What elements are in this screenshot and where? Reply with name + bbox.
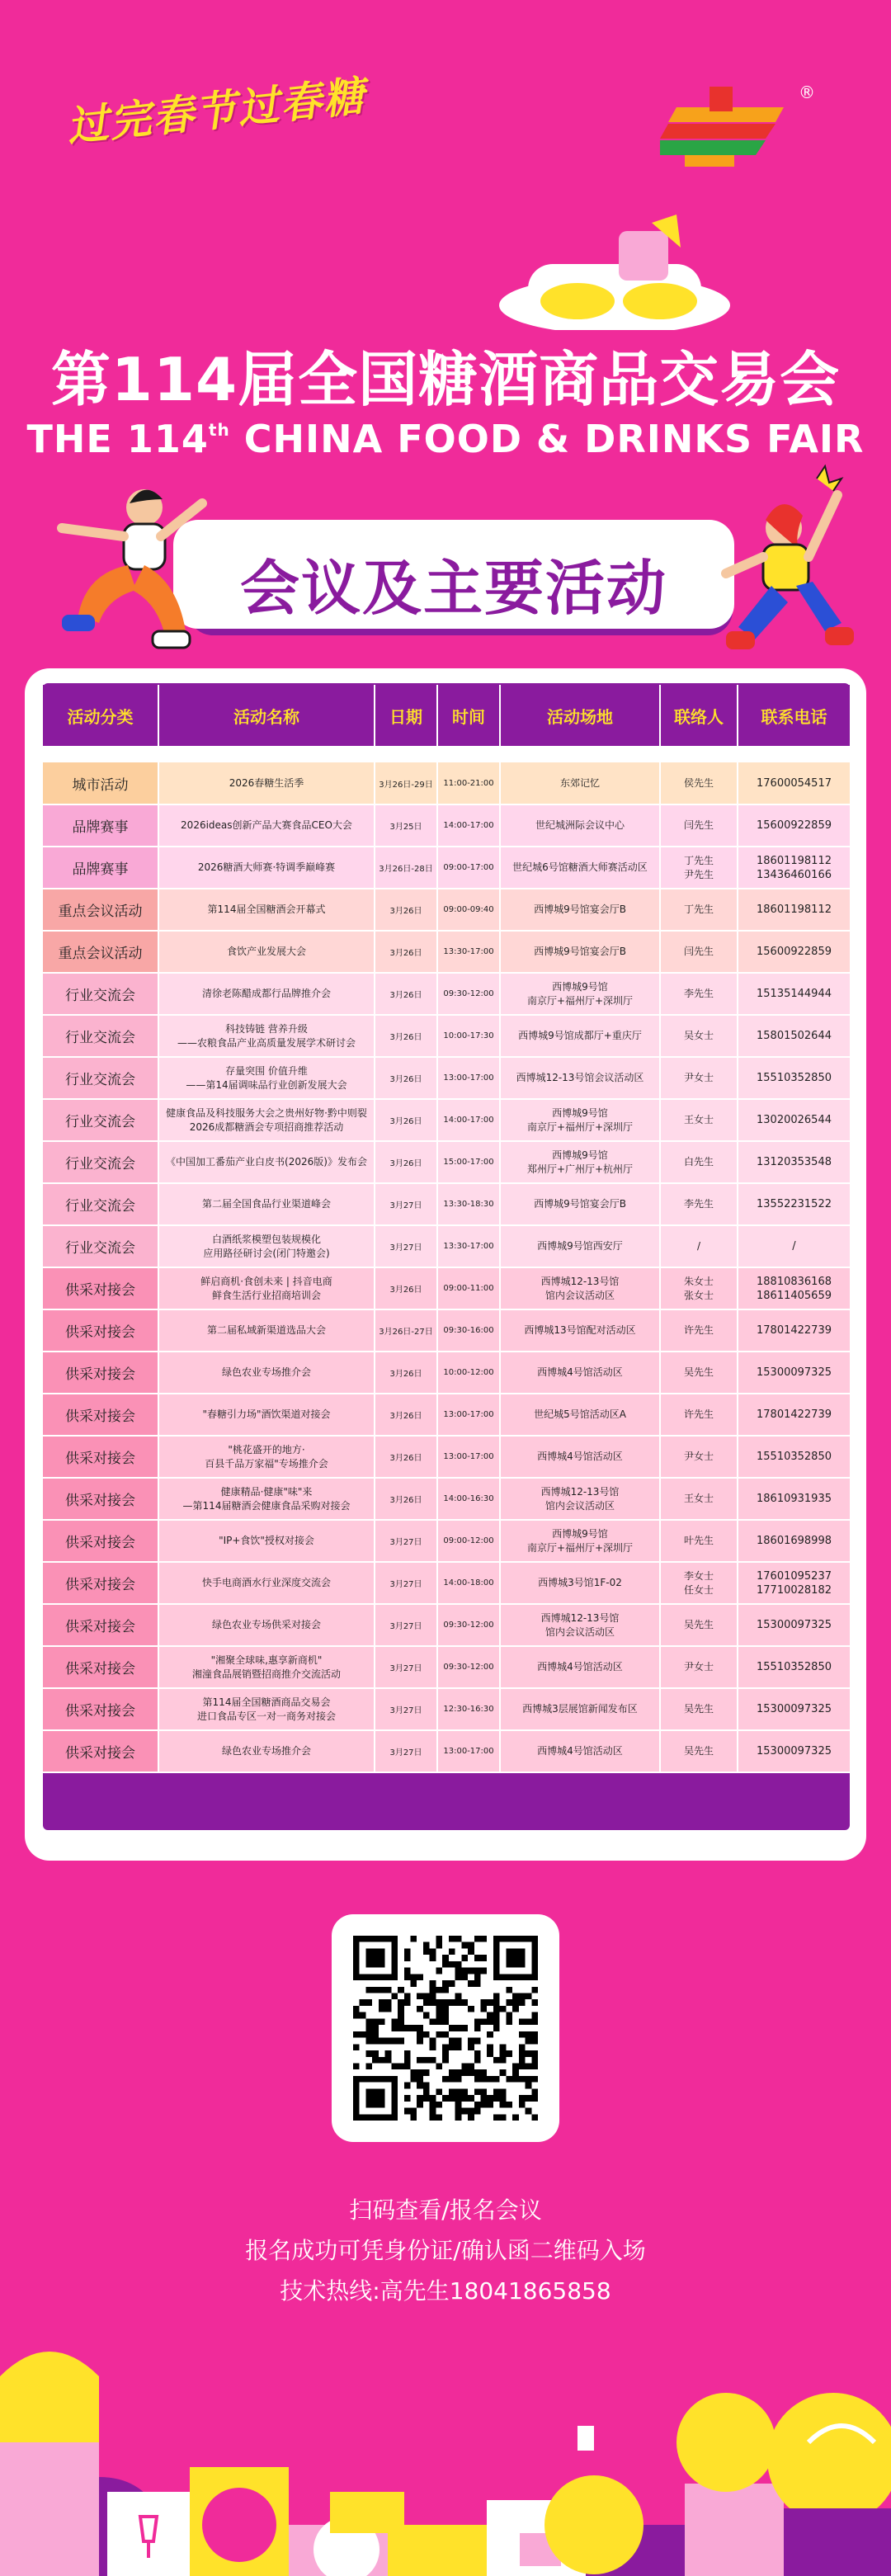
cell-date: 3月26日 <box>375 1352 437 1394</box>
cell-category: 供采对接会 <box>43 1267 158 1309</box>
registered-mark: ® <box>799 83 815 102</box>
cell-date: 3月27日 <box>375 1730 437 1772</box>
cell-category: 品牌赛事 <box>43 847 158 889</box>
cell-category: 品牌赛事 <box>43 804 158 847</box>
cell-contact: 许先生 <box>660 1309 738 1352</box>
cell-time: 09:30-12:00 <box>437 1604 500 1646</box>
cell-phone: / <box>738 1225 850 1267</box>
cell-name: 2026ideas创新产品大赛食品CEO大会 <box>158 804 375 847</box>
cell-phone: 13020026544 <box>738 1099 850 1141</box>
cell-date: 3月26日 <box>375 1267 437 1309</box>
cell-name: 第114届全国糖酒商品交易会 进口食品专区一对一商务对接会 <box>158 1688 375 1730</box>
table-row <box>43 1394 850 1436</box>
table-row <box>43 1352 850 1394</box>
cell-contact: 朱女士 张女士 <box>660 1267 738 1309</box>
running-person-illustration <box>37 479 219 660</box>
table-row <box>43 1604 850 1646</box>
cell-phone: 18810836168 18611405659 <box>738 1267 850 1309</box>
table-row <box>43 1309 850 1352</box>
cell-name: 白酒纸浆模塑包装规模化 应用路径研讨会(闭门特邀会) <box>158 1225 375 1267</box>
cell-date: 3月27日 <box>375 1604 437 1646</box>
cell-venue: 西博城3层展馆新闻发布区 <box>500 1688 660 1730</box>
cell-name: 《中国加工番茄产业白皮书(2026版)》发布会 <box>158 1141 375 1183</box>
cell-contact: 王女士 <box>660 1478 738 1520</box>
cell-phone: 15600922859 <box>738 804 850 847</box>
cell-phone: 15510352850 <box>738 1436 850 1478</box>
cell-name: "春糖引力场"酒饮渠道对接会 <box>158 1394 375 1436</box>
cell-phone: 15801502644 <box>738 1015 850 1057</box>
cell-venue: 西博城9号馆宴会厅B <box>500 889 660 931</box>
cell-time: 13:30-17:00 <box>437 931 500 973</box>
table-row <box>43 804 850 847</box>
cell-contact: 丁先生 <box>660 889 738 931</box>
cell-venue: 西博城3号馆1F-02 <box>500 1562 660 1604</box>
cell-venue: 西博城4号馆活动区 <box>500 1436 660 1478</box>
cell-venue: 东郊记忆 <box>500 762 660 804</box>
cell-venue: 西博城4号馆活动区 <box>500 1352 660 1394</box>
cell-category: 供采对接会 <box>43 1604 158 1646</box>
cell-phone: 15600922859 <box>738 931 850 973</box>
table-row <box>43 1730 850 1772</box>
cell-category: 行业交流会 <box>43 973 158 1015</box>
table-row <box>43 1015 850 1057</box>
col-header-venue: 活动场地 <box>500 685 660 746</box>
banner-title: 会议及主要活动 <box>239 554 667 623</box>
col-header-name: 活动名称 <box>158 685 375 746</box>
cell-contact: 叶先生 <box>660 1520 738 1562</box>
fair-logo-icon <box>660 83 800 173</box>
cell-time: 09:00-09:40 <box>437 889 500 931</box>
cell-contact: 尹女士 <box>660 1057 738 1099</box>
cell-name: 2026春糖生活季 <box>158 762 375 804</box>
table-row <box>43 973 850 1015</box>
cell-contact: 侯先生 <box>660 762 738 804</box>
cell-name: 绿色农业专场供采对接会 <box>158 1604 375 1646</box>
cell-category: 供采对接会 <box>43 1478 158 1520</box>
cell-time: 14:00-17:00 <box>437 804 500 847</box>
col-header-phone: 联系电话 <box>738 685 850 746</box>
cell-venue: 西博城12-13号馆 馆内会议活动区 <box>500 1267 660 1309</box>
cell-phone: 13120353548 <box>738 1141 850 1183</box>
cell-time: 13:30-18:30 <box>437 1183 500 1225</box>
cell-contact: 李先生 <box>660 973 738 1015</box>
cell-time: 10:00-17:30 <box>437 1015 500 1057</box>
cell-category: 行业交流会 <box>43 1183 158 1225</box>
schedule-table <box>43 685 850 1773</box>
cell-contact: 闫先生 <box>660 804 738 847</box>
cell-name: 第114届全国糖酒会开幕式 <box>158 889 375 931</box>
cell-name: 科技铸链 营养升级 ——农粮食品产业高质量发展学术研讨会 <box>158 1015 375 1057</box>
cell-category: 供采对接会 <box>43 1520 158 1562</box>
cell-category: 重点会议活动 <box>43 889 158 931</box>
cell-venue: 西博城12-13号馆 馆内会议活动区 <box>500 1604 660 1646</box>
cell-contact: 李女士 任女士 <box>660 1562 738 1604</box>
cell-date: 3月26日 <box>375 973 437 1015</box>
cell-date: 3月27日 <box>375 1562 437 1604</box>
cell-time: 12:30-16:30 <box>437 1688 500 1730</box>
cell-phone: 15300097325 <box>738 1688 850 1730</box>
cell-venue: 西博城13号馆配对活动区 <box>500 1309 660 1352</box>
cell-date: 3月26日 <box>375 1141 437 1183</box>
table-row <box>43 847 850 889</box>
cell-date: 3月27日 <box>375 1225 437 1267</box>
cell-venue: 西博城9号馆成都厅+重庆厅 <box>500 1015 660 1057</box>
cell-name: 绿色农业专场推介会 <box>158 1352 375 1394</box>
cell-phone: 15135144944 <box>738 973 850 1015</box>
table-row <box>43 1562 850 1604</box>
entry-instruction: 报名成功可凭身份证/确认函二维码入场 <box>245 2237 646 2264</box>
bottom-decoration <box>0 2277 891 2576</box>
table-row <box>43 1057 850 1099</box>
cell-time: 15:00-17:00 <box>437 1141 500 1183</box>
cell-name: "湘聚全球味,惠享新商机" 湘潼食品展销暨招商推介交流活动 <box>158 1646 375 1688</box>
table-row <box>43 1478 850 1520</box>
cell-phone: 13552231522 <box>738 1183 850 1225</box>
cell-date: 3月26日 <box>375 1478 437 1520</box>
cell-name: 食饮产业发展大会 <box>158 931 375 973</box>
cell-venue: 西博城12-13号馆 馆内会议活动区 <box>500 1478 660 1520</box>
table-row <box>43 1099 850 1141</box>
cell-name: 第二届全国食品行业渠道峰会 <box>158 1183 375 1225</box>
cell-contact: / <box>660 1225 738 1267</box>
table-row <box>43 1225 850 1267</box>
cell-date: 3月26日 <box>375 1436 437 1478</box>
table-row <box>43 1267 850 1309</box>
cell-category: 供采对接会 <box>43 1562 158 1604</box>
cell-name: "IP+食饮"授权对接会 <box>158 1520 375 1562</box>
qr-code-icon[interactable] <box>353 1936 538 2121</box>
tech-hotline: 技术热线:高先生18041865858 <box>280 2277 611 2305</box>
cell-category: 行业交流会 <box>43 1099 158 1141</box>
cell-contact: 吴女士 <box>660 1015 738 1057</box>
cell-date: 3月27日 <box>375 1520 437 1562</box>
cell-contact: 尹女士 <box>660 1436 738 1478</box>
cell-time: 13:00-17:00 <box>437 1394 500 1436</box>
cell-time: 09:00-12:00 <box>437 1520 500 1562</box>
cell-venue: 西博城9号馆西安厅 <box>500 1225 660 1267</box>
table-row <box>43 1688 850 1730</box>
cell-phone: 17801422739 <box>738 1394 850 1436</box>
cell-date: 3月26日 <box>375 931 437 973</box>
cell-category: 供采对接会 <box>43 1730 158 1772</box>
cell-category: 供采对接会 <box>43 1309 158 1352</box>
slogan: 过完春节过春糖 <box>64 71 369 151</box>
cell-date: 3月26日 <box>375 1394 437 1436</box>
table-row <box>43 1646 850 1688</box>
decorative-dessert-icon <box>495 215 734 330</box>
cell-venue: 世纪城6号馆糖酒大师赛活动区 <box>500 847 660 889</box>
cell-name: 健康食品及科技服务大会之贵州好物·黔中则裂 2026成都糖酒会专项招商推荐活动 <box>158 1099 375 1141</box>
cell-date: 3月26日 <box>375 1057 437 1099</box>
cell-contact: 李先生 <box>660 1183 738 1225</box>
cell-name: "桃花盛开的地方· 百县千品万家福"专场推介会 <box>158 1436 375 1478</box>
cell-contact: 丁先生 尹先生 <box>660 847 738 889</box>
scan-instruction: 扫码查看/报名会议 <box>349 2196 542 2224</box>
cell-venue: 世纪城洲际会议中心 <box>500 804 660 847</box>
cell-name: 存量突围 价值升维 ——第14届调味品行业创新发展大会 <box>158 1057 375 1099</box>
cell-category: 供采对接会 <box>43 1646 158 1688</box>
cell-venue: 西博城9号馆 南京厅+福州厅+深圳厅 <box>500 1520 660 1562</box>
cell-time: 11:00-21:00 <box>437 762 500 804</box>
cell-name: 鲜启商机·食创未来 | 抖音电商 鲜食生活行业招商培训会 <box>158 1267 375 1309</box>
cell-contact: 吴先生 <box>660 1730 738 1772</box>
cell-name: 绿色农业专场推介会 <box>158 1730 375 1772</box>
cell-venue: 西博城9号馆宴会厅B <box>500 1183 660 1225</box>
cell-time: 09:30-16:00 <box>437 1309 500 1352</box>
title-english: THE 114th CHINA FOOD & DRINKS FAIR <box>26 417 865 461</box>
cell-time: 09:30-12:00 <box>437 973 500 1015</box>
cell-contact: 吴先生 <box>660 1352 738 1394</box>
table-row <box>43 1141 850 1183</box>
cell-name: 清徐老陈醋成都行品牌推介会 <box>158 973 375 1015</box>
cell-time: 14:00-17:00 <box>437 1099 500 1141</box>
cell-time: 14:00-16:30 <box>437 1478 500 1520</box>
table-header-row <box>43 685 850 746</box>
cell-category: 供采对接会 <box>43 1394 158 1436</box>
cell-time: 09:00-11:00 <box>437 1267 500 1309</box>
cell-time: 13:00-17:00 <box>437 1730 500 1772</box>
col-header-category: 活动分类 <box>43 685 158 746</box>
cell-venue: 西博城4号馆活动区 <box>500 1730 660 1772</box>
cell-category: 重点会议活动 <box>43 931 158 973</box>
cell-phone: 15300097325 <box>738 1352 850 1394</box>
cell-venue: 西博城9号馆 南京厅+福州厅+深圳厅 <box>500 973 660 1015</box>
cell-phone: 18601698998 <box>738 1520 850 1562</box>
cell-contact: 许先生 <box>660 1394 738 1436</box>
cell-date: 3月26日 <box>375 1015 437 1057</box>
cell-category: 行业交流会 <box>43 1015 158 1057</box>
cell-time: 13:30-17:00 <box>437 1225 500 1267</box>
cell-phone: 15300097325 <box>738 1604 850 1646</box>
cell-phone: 17801422739 <box>738 1309 850 1352</box>
cell-date: 3月26日 <box>375 1099 437 1141</box>
col-header-date: 日期 <box>375 685 437 746</box>
cell-category: 行业交流会 <box>43 1057 158 1099</box>
cell-phone: 15510352850 <box>738 1646 850 1688</box>
cell-venue: 西博城4号馆活动区 <box>500 1646 660 1688</box>
cell-category: 供采对接会 <box>43 1352 158 1394</box>
col-header-contact: 联络人 <box>660 685 738 746</box>
table-row <box>43 931 850 973</box>
cell-contact: 尹女士 <box>660 1646 738 1688</box>
cell-category: 行业交流会 <box>43 1225 158 1267</box>
cell-venue: 西博城9号馆 郑州厅+广州厅+杭州厅 <box>500 1141 660 1183</box>
cell-time: 13:00-17:00 <box>437 1057 500 1099</box>
cell-date: 3月27日 <box>375 1183 437 1225</box>
cell-contact: 吴先生 <box>660 1688 738 1730</box>
cell-date: 3月27日 <box>375 1646 437 1688</box>
cell-category: 供采对接会 <box>43 1436 158 1478</box>
cell-name: 快手电商酒水行业深度交流会 <box>158 1562 375 1604</box>
cell-phone: 15300097325 <box>738 1730 850 1772</box>
col-header-time: 时间 <box>437 685 500 746</box>
cell-venue: 西博城9号馆宴会厅B <box>500 931 660 973</box>
cell-name: 第二届私域新渠道选品大会 <box>158 1309 375 1352</box>
cell-venue: 西博城12-13号馆会议活动区 <box>500 1057 660 1099</box>
jumping-person-illustration <box>693 462 858 668</box>
cell-contact: 王女士 <box>660 1099 738 1141</box>
cell-time: 09:30-12:00 <box>437 1646 500 1688</box>
cell-category: 供采对接会 <box>43 1688 158 1730</box>
cell-date: 3月25日 <box>375 804 437 847</box>
table-row <box>43 1520 850 1562</box>
table-row <box>43 762 850 804</box>
table-row <box>43 1436 850 1478</box>
cell-contact: 闫先生 <box>660 931 738 973</box>
table-row <box>43 1183 850 1225</box>
cell-contact: 吴先生 <box>660 1604 738 1646</box>
cell-venue: 西博城9号馆 南京厅+福州厅+深圳厅 <box>500 1099 660 1141</box>
cell-phone: 18610931935 <box>738 1478 850 1520</box>
cell-category: 城市活动 <box>43 762 158 804</box>
cell-date: 3月27日 <box>375 1688 437 1730</box>
cell-time: 10:00-12:00 <box>437 1352 500 1394</box>
cell-name: 健康精品·健康"味"来 —第114届糖酒会健康食品采购对接会 <box>158 1478 375 1520</box>
title-chinese: 第114届全国糖酒商品交易会 <box>50 345 841 414</box>
cell-time: 13:00-17:00 <box>437 1436 500 1478</box>
cell-date: 3月26日 <box>375 889 437 931</box>
cell-phone: 17601095237 17710028182 <box>738 1562 850 1604</box>
cell-date: 3月26日-29日 <box>375 762 437 804</box>
cell-time: 14:00-18:00 <box>437 1562 500 1604</box>
cell-contact: 白先生 <box>660 1141 738 1183</box>
cell-date: 3月26日-27日 <box>375 1309 437 1352</box>
cell-time: 09:00-17:00 <box>437 847 500 889</box>
cell-category: 行业交流会 <box>43 1141 158 1183</box>
cell-phone: 15510352850 <box>738 1057 850 1099</box>
cell-name: 2026糖酒大师赛·特调季巅峰赛 <box>158 847 375 889</box>
cell-venue: 世纪城5号馆活动区A <box>500 1394 660 1436</box>
cell-phone: 18601198112 <box>738 889 850 931</box>
cell-date: 3月26日-28日 <box>375 847 437 889</box>
table-row <box>43 889 850 931</box>
cell-phone: 17600054517 <box>738 762 850 804</box>
cell-phone: 18601198112 13436460166 <box>738 847 850 889</box>
